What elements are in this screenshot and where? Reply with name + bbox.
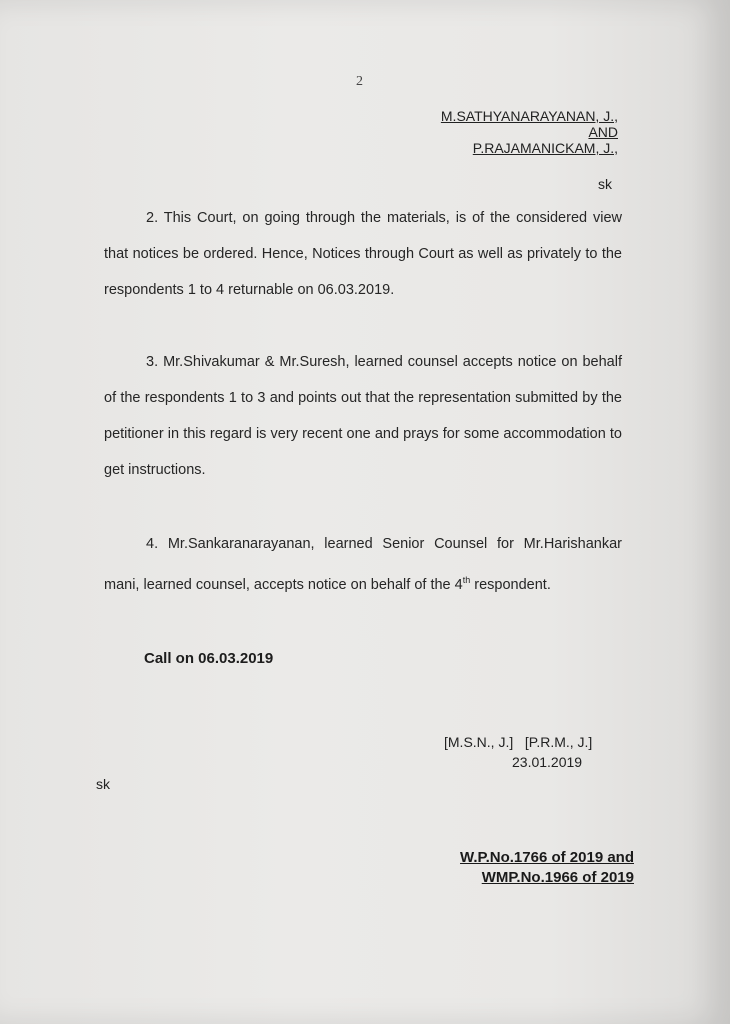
signature-block (444, 732, 592, 772)
case-number-1: W.P.No.1766 of 2019 and (460, 849, 634, 866)
paragraph-2-text: 2. This Court, on going through the materials, is of the considered view that notices be ordered. Hence, Notices through Court as well as privately to the respondents 1 to 4 returnable on 06.03.2019. (104, 210, 622, 298)
case-number-2: WMP.No.1966 of 2019 (481, 869, 634, 886)
order-date: 23.01.2019 (512, 754, 583, 770)
initials-bottom: sk (96, 776, 110, 792)
judges-block (441, 108, 618, 156)
paragraph-4-end: respondent. (470, 576, 551, 593)
call-date: Call on 06.03.2019 (144, 650, 274, 667)
judges-conjunction: AND (588, 124, 618, 140)
paragraph-4-text: 4. Mr.Sankaranarayanan, learned Senior Counsel for Mr.Harishankar mani, learned counsel, accepts notice on behalf of the (104, 536, 622, 593)
ordinal-suffix: th (462, 575, 471, 585)
paragraph-2 (104, 200, 622, 308)
paragraph-4 (104, 526, 622, 603)
paragraph-3 (104, 344, 622, 488)
initials-top: sk (598, 176, 612, 192)
paragraph-4-ordinal: 4 (454, 576, 463, 593)
page-number: 2 (356, 74, 363, 89)
judge-initials: [M.S.N., J.] [P.R.M., J.] (444, 734, 593, 750)
case-numbers (460, 848, 634, 888)
judge-name-1: M.SATHYANARAYANAN, J., (440, 108, 618, 124)
paragraph-3-text: 3. Mr.Shivakumar & Mr.Suresh, learned counsel accepts notice on behalf of the respondents 1 to 3 and points out that the representation submitted by the petitioner in this regard is very recent one and prays for some accommodation to get instructions. (104, 354, 622, 478)
judge-name-2: P.RAJAMANICKAM, J., (472, 140, 618, 156)
